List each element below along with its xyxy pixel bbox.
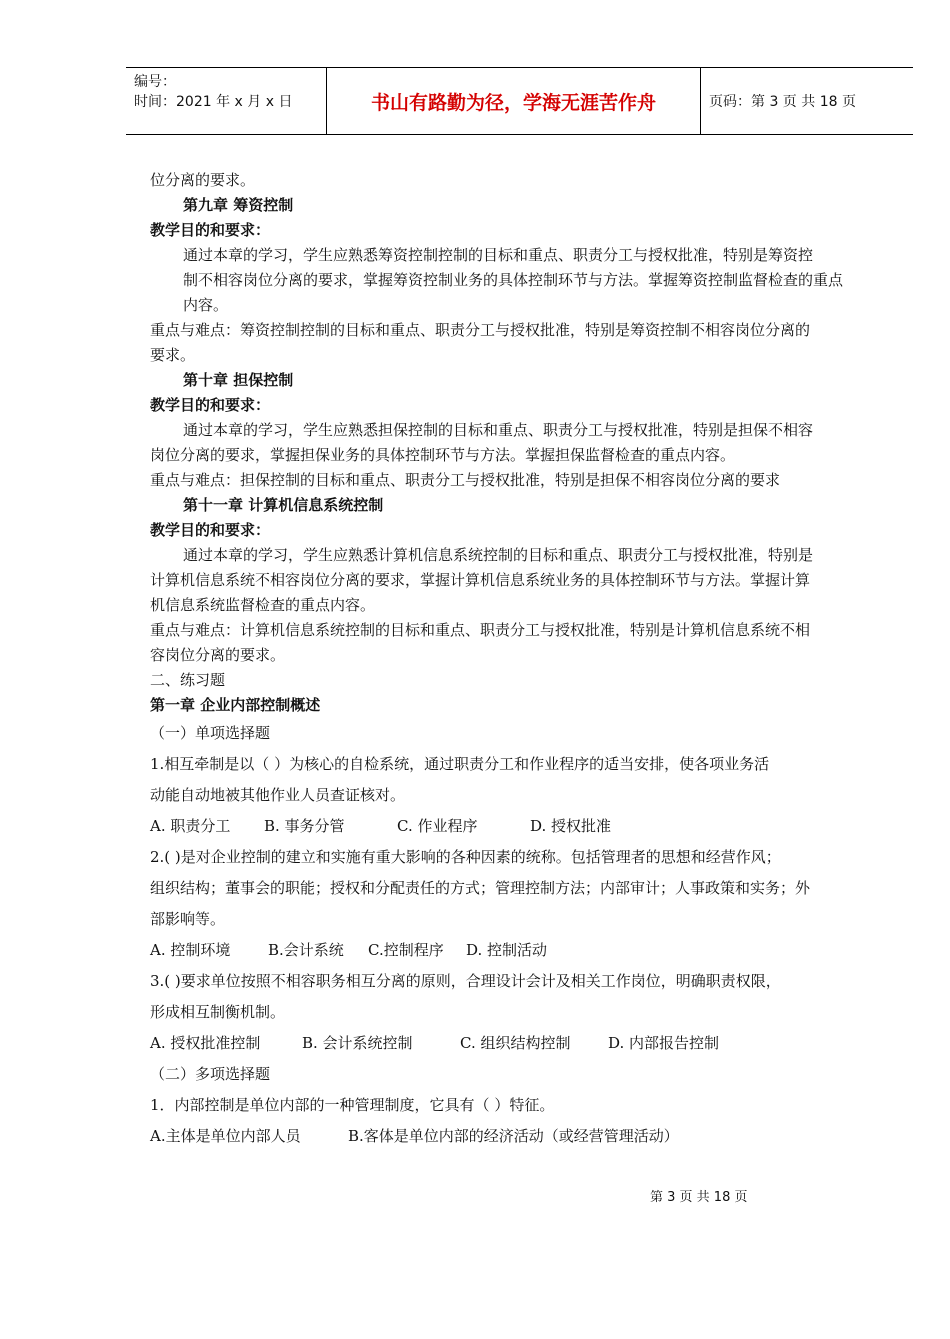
option-a: A. 控制环境 [150, 941, 231, 959]
question-line: 1．内部控制是单位内部的一种管理制度，它具有（ ）特征。 [150, 1096, 555, 1114]
paragraph-line: 重点与难点：筹资控制控制的目标和重点、职责分工与授权批准，特别是筹资控制不相容岗位分离的 [150, 321, 811, 339]
document-body [150, 168, 890, 1152]
option-a: A. 职责分工 [150, 817, 231, 835]
question-line: 组织结构；董事会的职能；授权和分配责任的方式；管理控制方法；内部审计；人事政策和实务；外 [150, 879, 811, 897]
page-footer: 第 3 页 共 18 页 [650, 1190, 748, 1205]
option-c: C. 作业程序 [397, 817, 478, 835]
exercise-chapter-heading: 第一章 企业内部控制概述 [150, 696, 321, 714]
answer-options [150, 811, 890, 842]
paragraph-line: 位分离的要求。 [150, 171, 256, 189]
chapter-heading: 第十一章 计算机信息系统控制 [183, 496, 384, 514]
paragraph-line: 重点与难点：计算机信息系统控制的目标和重点、职责分工与授权批准，特别是计算机信息系统不相 [150, 621, 811, 639]
page-header [126, 67, 913, 135]
option-a: A.主体是单位内部人员 [150, 1127, 301, 1145]
section-label: 教学目的和要求： [150, 396, 271, 414]
answer-options [150, 1028, 890, 1059]
question-line: 动能自动地被其他作业人员查证核对。 [150, 786, 406, 804]
paragraph-line: 制不相容岗位分离的要求，掌握筹资控制业务的具体控制环节与方法。掌握筹资控制监督检查的重点 [183, 271, 844, 289]
question-line: 1.相互牵制是以（ ）为核心的自检系统，通过职责分工和作业程序的适当安排，使各项业务活 [150, 755, 770, 773]
option-d: D. 控制活动 [466, 941, 548, 959]
question-line: 形成相互制衡机制。 [150, 1003, 286, 1021]
header-page-number: 页码：第 3 页 共 18 页 [709, 94, 856, 110]
section-label: 教学目的和要求： [150, 221, 271, 239]
option-d: D. 授权批准 [530, 817, 612, 835]
paragraph-line: 通过本章的学习，学生应熟悉筹资控制控制的目标和重点、职责分工与授权批准，特别是筹资控 [183, 246, 814, 264]
option-b: B. 事务分管 [264, 817, 345, 835]
document-number: 编号： [134, 74, 176, 90]
header-motto: 书山有路勤为径，学海无涯苦作舟 [327, 68, 701, 134]
chapter-heading: 第十章 担保控制 [183, 371, 294, 389]
section-heading: 二、练习题 [150, 671, 226, 689]
question-line: 2.( )是对企业控制的建立和实施有重大影响的各种因素的统称。包括管理者的思想和经营作风； [150, 848, 781, 866]
option-b: B.会计系统 [268, 941, 344, 959]
header-meta [126, 68, 327, 134]
question-line: 3.( )要求单位按照不相容职务相互分离的原则，合理设计会计及相关工作岗位，明确职责权限， [150, 972, 781, 990]
question-type-heading: （二）多项选择题 [150, 1065, 271, 1083]
answer-options [150, 1121, 890, 1152]
paragraph-line: 重点与难点：担保控制的目标和重点、职责分工与授权批准，特别是担保不相容岗位分离的要求 [150, 471, 781, 489]
option-a: A. 授权批准控制 [150, 1034, 261, 1052]
option-b: B.客体是单位内部的经济活动（或经营管理活动） [348, 1127, 679, 1145]
paragraph-line: 通过本章的学习，学生应熟悉计算机信息系统控制的目标和重点、职责分工与授权批准，特别是 [183, 546, 814, 564]
document-time: 时间：2021 年 x 月 x 日 [134, 94, 293, 110]
option-d: D. 内部报告控制 [608, 1034, 720, 1052]
paragraph-line: 内容。 [183, 296, 229, 314]
paragraph-line: 计算机信息系统不相容岗位分离的要求，掌握计算机信息系统业务的具体控制环节与方法。掌握计算 [150, 571, 811, 589]
option-c: C.控制程序 [368, 941, 444, 959]
section-label: 教学目的和要求： [150, 521, 271, 539]
paragraph-line: 容岗位分离的要求。 [150, 646, 286, 664]
chapter-heading: 第九章 筹资控制 [183, 196, 294, 214]
option-c: C. 组织结构控制 [460, 1034, 571, 1052]
question-type-heading: （一）单项选择题 [150, 724, 271, 742]
paragraph-line: 要求。 [150, 346, 196, 364]
question-line: 部影响等。 [150, 910, 226, 928]
option-b: B. 会计系统控制 [302, 1034, 413, 1052]
paragraph-line: 通过本章的学习，学生应熟悉担保控制的目标和重点、职责分工与授权批准，特别是担保不相容 [183, 421, 814, 439]
answer-options [150, 935, 890, 966]
paragraph-line: 岗位分离的要求，掌握担保业务的具体控制环节与方法。掌握担保监督检查的重点内容。 [150, 446, 736, 464]
paragraph-line: 机信息系统监督检查的重点内容。 [150, 596, 376, 614]
